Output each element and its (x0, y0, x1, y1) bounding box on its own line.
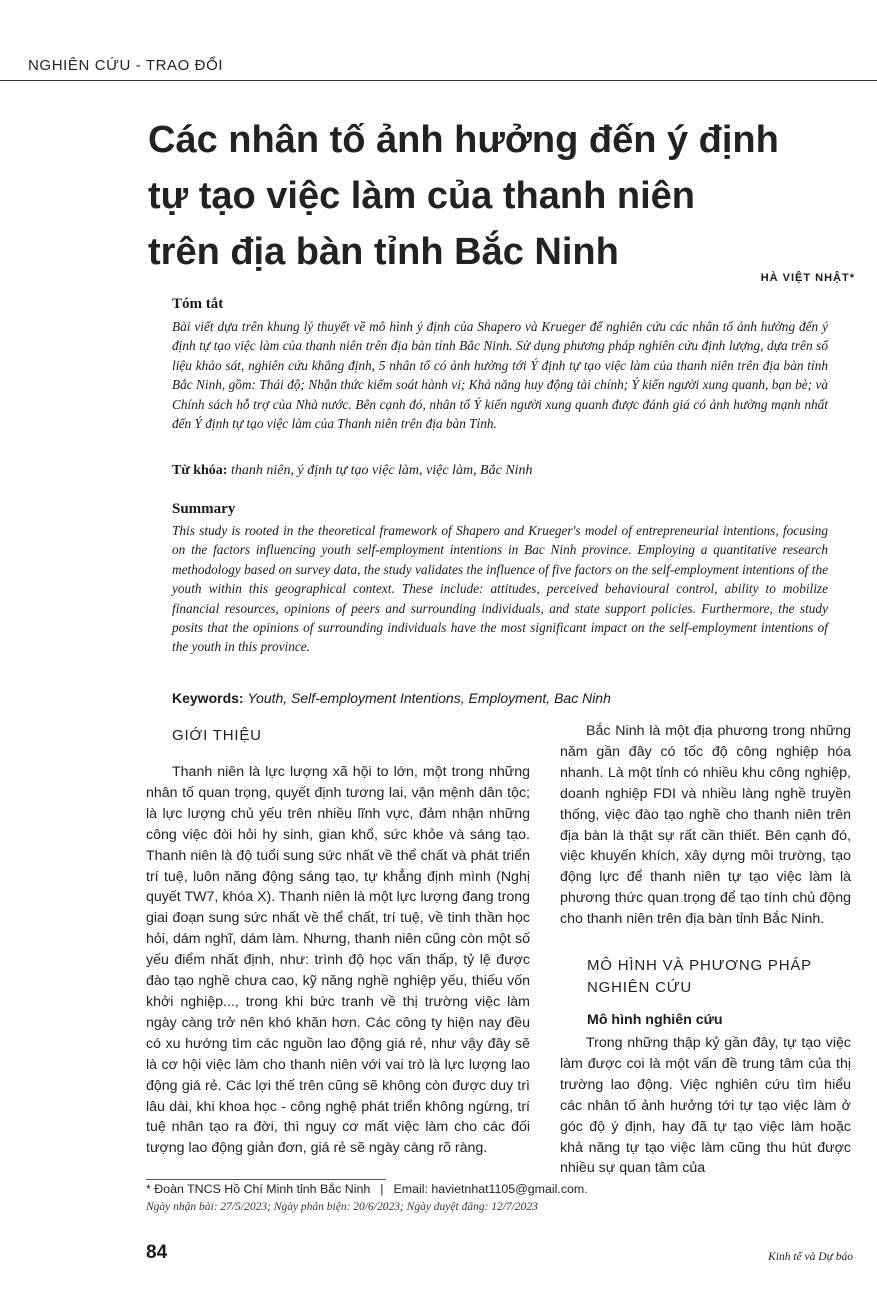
article-dates: Ngày nhận bài: 27/5/2023; Ngày phản biện: 20/6/2023; Ngày duyệt đăng: 12/7/2023 (146, 1201, 538, 1213)
abstract-vi-heading: Tóm tắt (172, 296, 224, 312)
method-heading-line: NGHIÊN CỨU (587, 979, 692, 996)
right-paragraph: Bắc Ninh là một địa phương trong những năm gần đây có tốc độ công nghiệp hóa nhanh. Là một tỉnh có nhiều khu công nghiệp, doanh nghiệp FDI và nhiều làng nghề truyền thống, việc đào tạo nghề cho thanh niên trên địa bàn là thật sự rất cần thiết. Bên cạnh đó, việc khuyến khích, xây dựng môi trường, tạo động lực để thanh niên tự tạo việc làm là phương thức quan trọng để tạo tính chủ động cho thanh niên trên địa bàn tỉnh Bắc Ninh. (560, 723, 851, 928)
method-heading-line: MÔ HÌNH VÀ PHƯƠNG PHÁP (587, 957, 812, 974)
abstract-en-text: This study is rooted in the theoretical framework of Shapero and Krueger's model of entrepreneurial intentions, focusing on the factors influencing youth self-employment intentions in Bac Ninh province. Employing a quantitative research methodology based on survey data, the study validates the influence of five factors on the self-employment intentions of the youth within this geographical context. These include: attitudes, perceived behavioural control, ability to mobilize financial resources, opinions of peers and surrounding individuals, and state support policies. Furthermore, the study posits that the opinions of surrounding individuals have the most significant impact on the self-employment intentions of the youth in this province. (172, 523, 828, 655)
keywords-en-label: Keywords: (172, 690, 244, 706)
intro-paragraph: Thanh niên là lực lượng xã hội to lớn, một trong những nhân tố quan trọng, quyết định tương lai, vận mệnh dân tộc; là lực lượng chủ yếu trên nhiều lĩnh vực, đảm nhận những công việc đòi hỏi hy sinh, gian khổ, sức khỏe và sáng tạo. Thanh niên là độ tuổi sung sức nhất về thể chất và phát triển trí tuệ, luôn năng động sáng tạo, tự khẳng định mình (Nghị quyết TW7, khóa X). Thanh niên là một lực lượng đang trong giai đoạn sung sức nhất về thể chất, trí tuệ, về tinh thần học hỏi, dám nghĩ, dám làm. Nhưng, thanh niên cũng còn một số yếu điểm nhất định, như: trình độ học vấn thấp, tỷ lệ được đào tạo nghề chưa cao, kỹ năng nghề nghiệp yếu, thiếu vốn khởi nghiệp..., trong khi bức tranh về thị trường việc làm ngày càng trở nên khó khăn hơn. Các công ty hiện nay đều có xu hướng tìm các nguồn lao động giá rẻ, như vậy đây sẽ là cơ hội việc làm cho thanh niên với vai trò là lực lượng lao động giá rẻ. Các lợi thế trên cũng sẽ không còn được duy trì lâu dài, khi khoa học - công nghệ phát triển không ngừng, trí tuệ nhân tạo ra đời, thì nguy cơ mất việc làm cho các đối tượng lao động giản đơn, giá rẻ sẽ ngày càng rõ ràng. (146, 764, 530, 1157)
header-rule (0, 80, 877, 81)
article-title (148, 112, 863, 280)
model-paragraph: Trong những thập kỷ gần đây, tự tạo việc làm được coi là một vấn đề trung tâm của thị trường lao động. Việc nghiên cứu tìm hiểu các nhân tố ảnh hưởng tới tự tạo việc làm ở góc độ ý định, hay đã tự tạo việc làm hoặc khả năng tự tạo việc làm cũng thu hút được nhiều sự quan tâm của (560, 1035, 851, 1177)
keywords-en-value: Youth, Self-employment Intentions, Employment, Bac Ninh (247, 690, 611, 706)
footnote-rule (146, 1179, 386, 1180)
method-heading (587, 955, 855, 999)
footnote (146, 1182, 588, 1196)
title-line: trên địa bàn tỉnh Bắc Ninh (148, 231, 619, 273)
keywords-en (172, 690, 832, 706)
keywords-vi (172, 463, 832, 479)
keywords-vi-value: thanh niên, ý định tự tạo việc làm, việc làm, Bắc Ninh (230, 463, 533, 478)
title-line: tự tạo việc làm của thanh niên (148, 175, 695, 217)
footnote-separator: | (380, 1182, 384, 1196)
section-label: NGHIÊN CỨU - TRAO ĐỔI (28, 57, 224, 74)
keywords-vi-label: Từ khóa: (172, 463, 228, 478)
journal-name: Kinh tế và Dự báo (768, 1251, 853, 1263)
title-line: Các nhân tố ảnh hưởng đến ý định (148, 119, 779, 161)
intro-heading: GIỚI THIỆU (172, 727, 262, 744)
model-subheading: Mô hình nghiên cứu (587, 1012, 723, 1028)
abstract-vi-text: Bài viết dựa trên khung lý thuyết về mô hình ý định của Shapero và Krueger để nghiên cứu các nhân tố ảnh hưởng đến ý định tự tạo việc làm của thanh niên trên địa bàn tỉnh Bắc Ninh. Sử dụng phương pháp nghiên cứu định lượng, dựa trên số liệu khảo sát, nghiên cứu khẳng định, 5 nhân tố có ảnh hưởng tới Ý định tự tạo việc làm của thanh niên trên địa bàn tỉnh Bắc Ninh, gồm: Thái độ; Nhận thức kiểm soát hành vi; Khả năng huy động tài chính; Ý kiến người xung quanh, bạn bè; và Chính sách hỗ trợ của Nhà nước. Bên cạnh đó, nhân tố Ý kiến người xung quanh được đánh giá có ảnh hưởng mạnh nhất đến Ý định tự tạo việc làm của Thanh niên trên địa bàn Tỉnh. (172, 319, 828, 432)
page-number: 84 (146, 1242, 168, 1263)
author-affiliation: * Đoàn TNCS Hồ Chí Minh tỉnh Bắc Ninh (146, 1182, 371, 1196)
author-name: HÀ VIỆT NHẬT* (760, 272, 855, 284)
author-email: Email: havietnhat1105@gmail.com. (393, 1182, 588, 1196)
abstract-en-heading: Summary (172, 501, 236, 517)
